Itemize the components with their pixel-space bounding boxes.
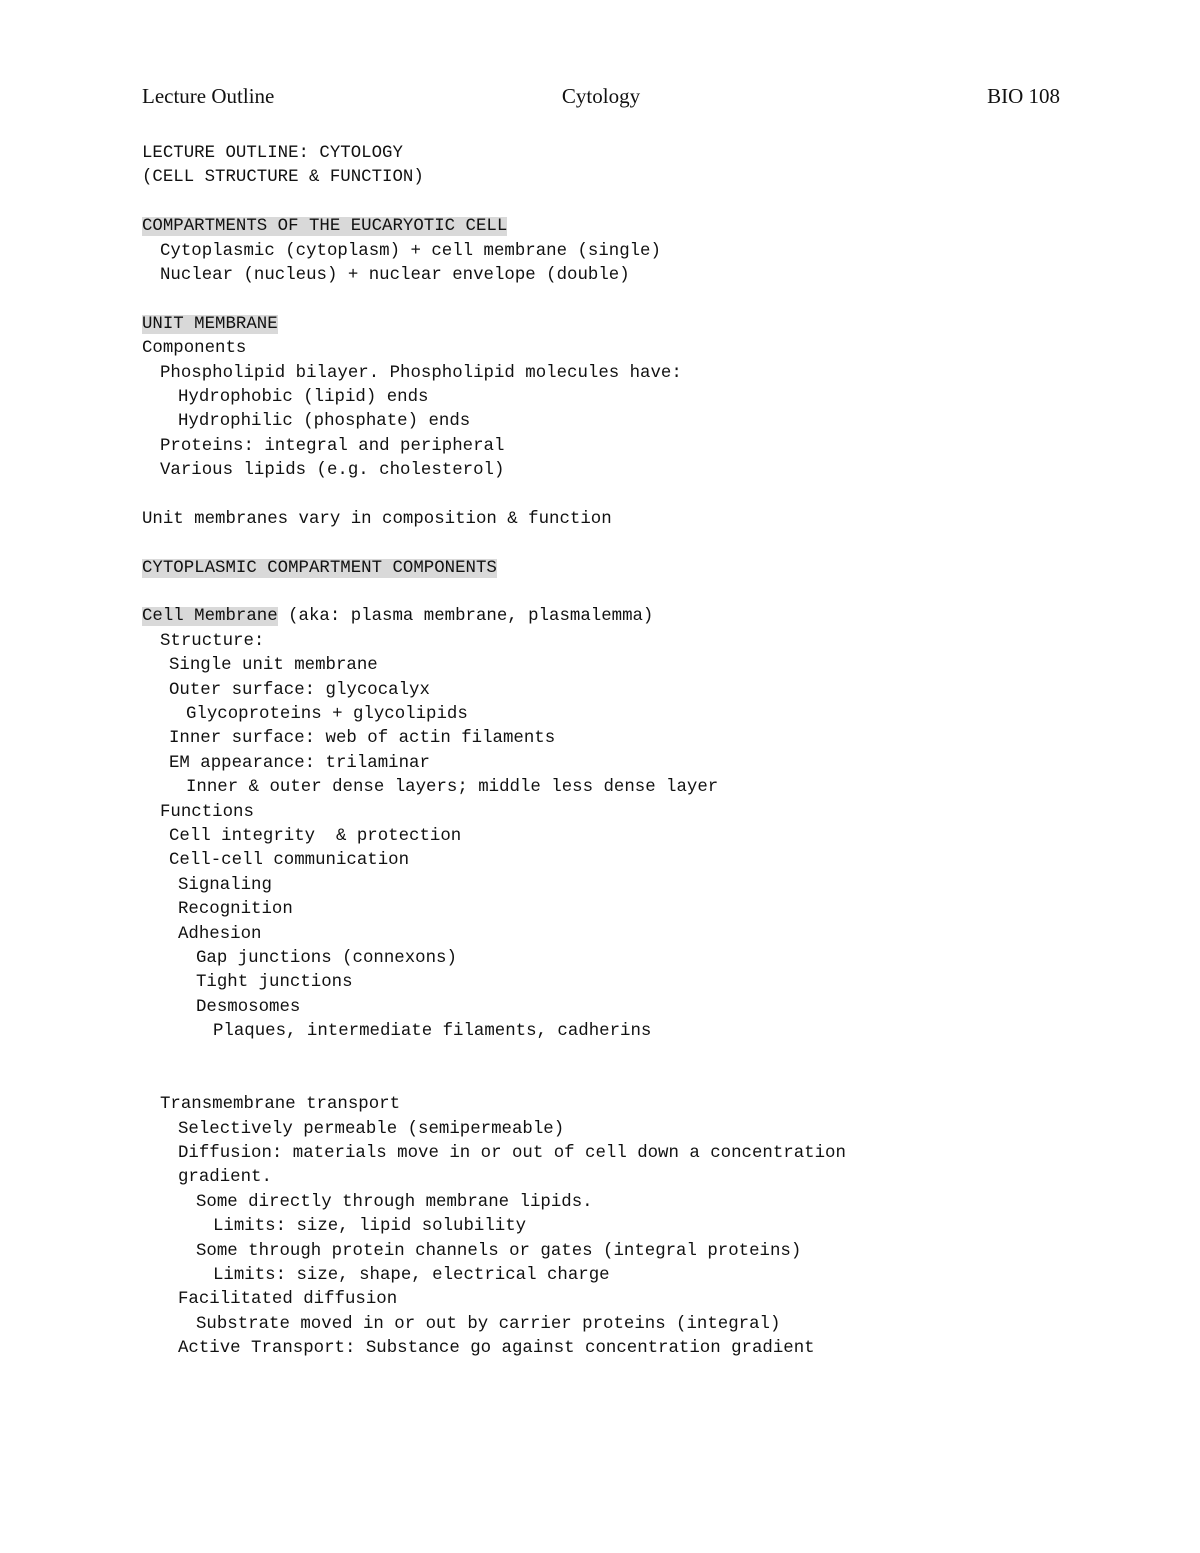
unit-membrane-heading: UNIT MEMBRANE [142, 314, 278, 334]
cell-membrane-aka: (aka: plasma membrane, plasmalemma) [277, 607, 654, 627]
proteins-line: Proteins: integral and peripheral [160, 436, 505, 456]
plaques-line: Plaques, intermediate filaments, cadherins [213, 1022, 652, 1042]
compartment-item: Nuclear (nucleus) + nuclear envelope (double) [160, 265, 630, 285]
substrate-moved-line: Substrate moved in or out by carrier proteins (integral) [196, 1314, 781, 1334]
transmembrane-transport-line: Transmembrane transport [160, 1095, 401, 1115]
hydrophilic-line: Hydrophilic (phosphate) ends [178, 412, 471, 432]
cell-integrity-line: Cell integrity & protection [169, 826, 462, 846]
adhesion-line: Adhesion [178, 924, 262, 944]
functions-label: Functions [160, 802, 254, 822]
phospholipid-line: Phospholipid bilayer. Phospholipid molecules have: [160, 363, 682, 383]
gap-junctions-line: Gap junctions (connexons) [196, 948, 457, 968]
inner-surface-line: Inner surface: web of actin filaments [169, 729, 556, 749]
header-center: Cytology [561, 84, 641, 108]
compartment-item: Cytoplasmic (cytoplasm) + cell membrane (single) [160, 241, 661, 261]
hydrophobic-line: Hydrophobic (lipid) ends [178, 387, 429, 407]
unit-membranes-vary: Unit membranes vary in composition & function [142, 509, 612, 529]
header-left: Lecture Outline [142, 84, 275, 108]
components-label: Components [142, 339, 247, 359]
lipids-line: Various lipids (e.g. cholesterol) [160, 461, 505, 481]
signaling-line: Signaling [178, 875, 272, 895]
recognition-line: Recognition [178, 900, 293, 920]
outline-subtitle: (CELL STRUCTURE & FUNCTION) [142, 168, 424, 188]
cell-membrane-line [142, 605, 1142, 629]
outline-body [142, 142, 1142, 1362]
section-heading-compartments [142, 215, 1142, 239]
limits-size-lipid-line: Limits: size, lipid solubility [213, 1217, 527, 1237]
cell-cell-comm-line: Cell-cell communication [169, 851, 410, 871]
outer-surface-line: Outer surface: glycocalyx [169, 680, 430, 700]
structure-label: Structure: [160, 631, 265, 651]
facilitated-diffusion-line: Facilitated diffusion [178, 1290, 398, 1310]
section-heading-cytoplasmic [142, 557, 1142, 581]
cell-membrane-label: Cell Membrane [142, 607, 278, 627]
active-transport-line: Active Transport: Substance go against concentration gradient [178, 1339, 815, 1359]
limits-size-shape-line: Limits: size, shape, electrical charge [213, 1265, 610, 1285]
page-header [142, 84, 1060, 114]
cytoplasmic-heading: CYTOPLASMIC COMPARTMENT COMPONENTS [142, 558, 497, 578]
desmosomes-line: Desmosomes [196, 997, 301, 1017]
tight-junctions-line: Tight junctions [196, 973, 353, 993]
selectively-permeable-line: Selectively permeable (semipermeable) [178, 1119, 565, 1139]
inner-outer-layers-line: Inner & outer dense layers; middle less dense layer [186, 778, 719, 798]
outline-title: LECTURE OUTLINE: CYTOLOGY [142, 144, 403, 163]
diffusion-line-1: Diffusion: materials move in or out of cell down a concentration [178, 1144, 846, 1164]
single-unit-line: Single unit membrane [169, 656, 378, 676]
header-right: BIO 108 [987, 84, 1060, 108]
some-through-protein-line: Some through protein channels or gates (integral proteins) [196, 1241, 802, 1261]
diffusion-line-2: gradient. [178, 1168, 272, 1188]
some-directly-line: Some directly through membrane lipids. [196, 1192, 593, 1212]
compartments-heading: COMPARTMENTS OF THE EUCARYOTIC CELL [142, 217, 508, 237]
section-heading-unit-membrane [142, 313, 1142, 337]
glycoproteins-line: Glycoproteins + glycolipids [186, 704, 468, 724]
em-appearance-line: EM appearance: trilaminar [169, 753, 430, 773]
